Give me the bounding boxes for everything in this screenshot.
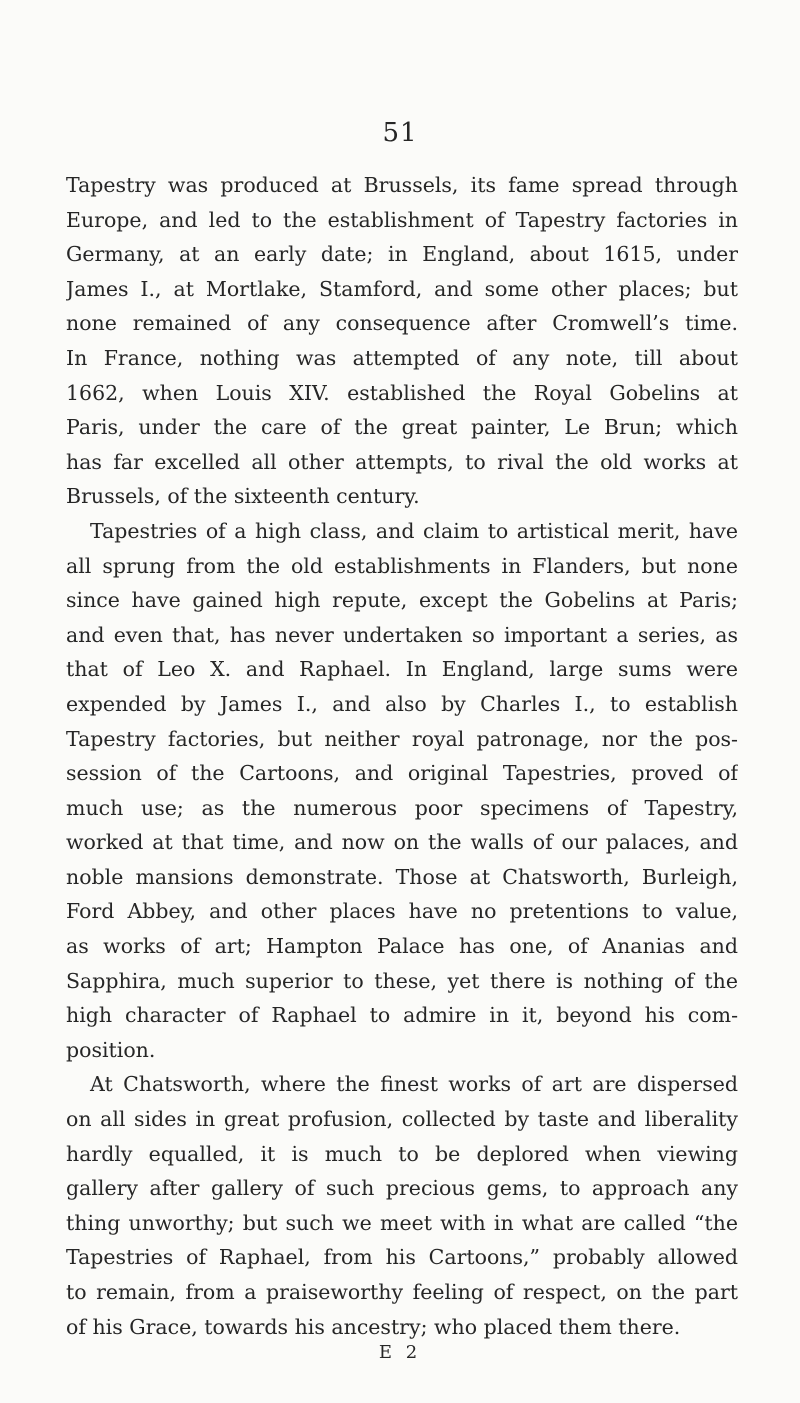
text-line: high character of Raphael to admire in it, beyond his com- — [66, 1003, 738, 1028]
text-line: Tapestry factories, but neither royal patronage, nor the pos- — [66, 726, 738, 751]
text-line: Europe, and led to the establishment of Tapestry factories in — [66, 207, 738, 232]
paragraph-3 — [66, 1067, 738, 1344]
text-line: of his Grace, towards his ancestry; who placed them there. — [66, 1314, 681, 1339]
text-line: Tapestry was produced at Brussels, its fame spread through — [66, 173, 738, 197]
text-line: Ford Abbey, and other places have no pretentions to value, — [66, 899, 738, 924]
text-line: has far excelled all other attempts, to rival the old works at — [66, 449, 738, 474]
text-line: hardly equalled, it is much to be deplored when viewing — [66, 1141, 738, 1166]
text-line: Sapphira, much superior to these, yet there is nothing of the — [66, 968, 738, 993]
text-line: At Chatsworth, where the finest works of art are dispersed — [90, 1072, 738, 1097]
signature-mark: E 2 — [378, 1342, 422, 1363]
text-line: Paris, under the care of the great painter, Le Brun; which — [66, 415, 738, 440]
text-line: gallery after gallery of such precious gems, to approach any — [66, 1176, 738, 1201]
text-line: all sprung from the old establishments in Flanders, but none — [66, 553, 738, 578]
text-line: Tapestries of Raphael, from his Cartoons,” probably allowed — [66, 1245, 738, 1270]
text-line: In France, nothing was attempted of any note, till about — [66, 345, 738, 370]
text-line: and even that, has never undertaken so important a series, as — [66, 622, 738, 647]
text-line: since have gained high repute, except the Gobelins at Paris; — [66, 588, 738, 613]
text-line: to remain, from a praiseworthy feeling of respect, on the part — [66, 1280, 738, 1304]
text-line: expended by James I., and also by Charles I., to establish — [66, 691, 738, 716]
text-line: Germany, at an early date; in England, about 1615, under — [66, 242, 738, 267]
text-line: thing unworthy; but such we meet with in what are called “the — [66, 1210, 738, 1235]
body-text — [66, 168, 738, 1344]
text-line: that of Leo X. and Raphael. In England, large sums were — [66, 657, 738, 682]
paragraph-2 — [66, 514, 738, 1068]
text-line: worked at that time, and now on the walls of our palaces, and — [66, 830, 738, 855]
text-line: none remained of any consequence after Cromwell’s time. — [66, 311, 738, 336]
paragraph-1 — [66, 168, 738, 514]
text-line: much use; as the numerous poor specimens of Tapestry, — [66, 795, 738, 820]
text-line: session of the Cartoons, and original Tapestries, proved of — [66, 761, 738, 786]
text-line: as works of art; Hampton Palace has one, of Ananias and — [66, 934, 738, 959]
page-number: 51 — [382, 118, 418, 148]
text-line: James I., at Mortlake, Stamford, and some other places; but — [66, 276, 738, 301]
text-line: 1662, when Louis XIV. established the Royal Gobelins at — [66, 380, 738, 405]
text-line: noble mansions demonstrate. Those at Chatsworth, Burleigh, — [66, 864, 738, 889]
text-line: Tapestries of a high class, and claim to artistical merit, have — [90, 518, 738, 543]
text-line: on all sides in great profusion, collected by taste and liberality — [66, 1107, 738, 1132]
text-line: position. — [66, 1037, 156, 1062]
text-line: Brussels, of the sixteenth century. — [66, 484, 420, 509]
